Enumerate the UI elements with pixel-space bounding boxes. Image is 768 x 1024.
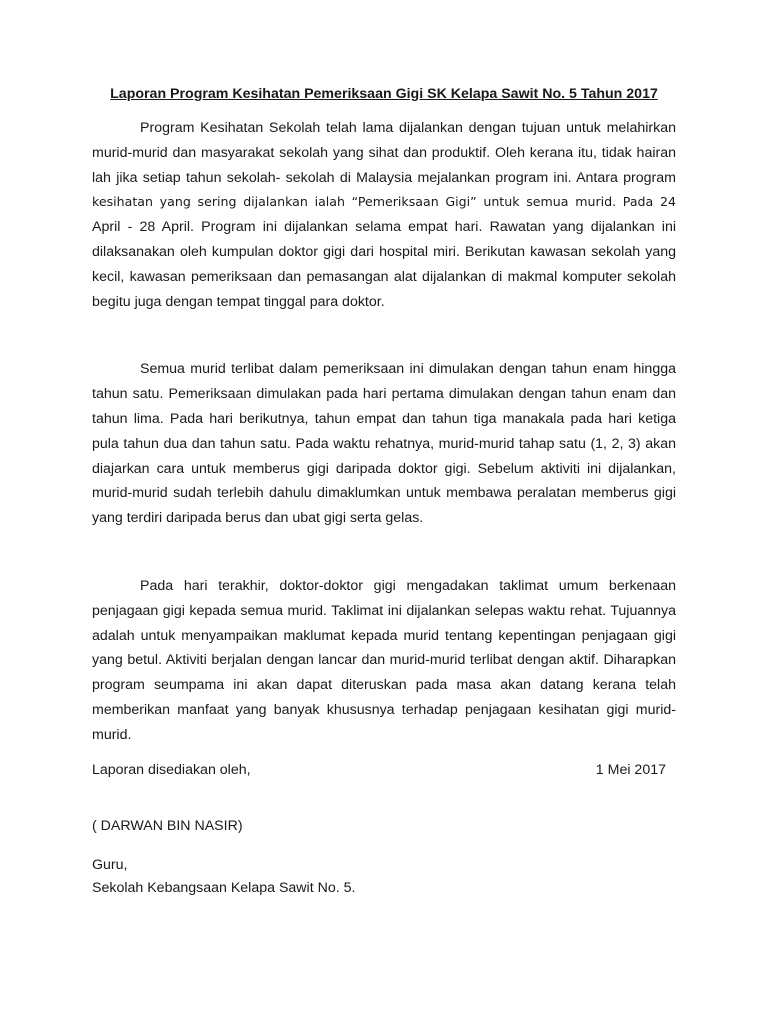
paragraph-line: diajarkan cara untuk memberus gigi daripada doktor gigi. Sebelum aktiviti ini dijalankan, (92, 460, 676, 477)
paragraph-line: Pada hari terakhir, doktor-doktor gigi mengadakan taklimat umum berkenaan (140, 577, 676, 594)
paragraph-line: penjagaan gigi kepada semua murid. Taklimat ini dijalankan selepas waktu rehat. Tujuannya (92, 602, 676, 619)
prepared-by-label: Laporan disediakan oleh, (92, 761, 251, 778)
signer-details (92, 854, 676, 900)
paragraph-intro (92, 116, 676, 314)
paragraph-line: dilaksanakan oleh kumpulan doktor gigi dari hospital miri. Berikutan kawasan sekolah yang (92, 243, 676, 260)
paragraph-line: murid-murid dan masyarakat sekolah yang sihat dan produktif. Oleh kerana itu, tidak hairan (92, 144, 676, 161)
paragraph-line: kesihatan yang sering dijalankan ialah “Pemeriksaan Gigi” untuk semua murid. Pada 24 (92, 194, 676, 210)
paragraph-line: Program Kesihatan Sekolah telah lama dijalankan dengan tujuan untuk melahirkan (140, 120, 676, 136)
paragraph-line: murid. (92, 726, 132, 743)
paragraph-line: Semua murid terlibat dalam pemeriksaan ini dimulakan dengan tahun enam hingga (140, 361, 676, 378)
report-page (92, 84, 676, 900)
paragraph-line: tahun lima. Pada hari berikutnya, tahun empat dan tahun tiga manakala pada hari ketiga (92, 410, 676, 427)
paragraph-line: program seumpama ini akan dapat diteruskan pada masa akan datang kerana telah (92, 677, 676, 694)
paragraph-line: tahun satu. Pemeriksaan dimulakan pada hari pertama dimulakan dengan tahun enam dan (92, 386, 676, 403)
report-date: 1 Mei 2017 (595, 761, 666, 778)
paragraph-schedule (92, 357, 676, 531)
paragraph-line: murid-murid sudah terlebih dahulu dimaklumkan untuk membawa peralatan memberus gigi (92, 485, 676, 502)
report-title: Laporan Program Kesihatan Pemeriksaan Gigi SK Kelapa Sawit No. 5 Tahun 2017 (110, 86, 658, 102)
prepared-by-row (92, 760, 676, 780)
paragraph-line: yang terdiri daripada berus dan ubat gigi serta gelas. (92, 510, 424, 527)
paragraph-closing (92, 574, 676, 748)
paragraph-line: memberikan manfaat yang banyak khususnya terhadap penjagaan kesihatan gigi murid- (92, 701, 676, 718)
paragraph-line: adalah untuk menyampaikan maklumat kepada murid tentang kepentingan penjagaan gigi (92, 627, 676, 644)
signer-name: ( DARWAN BIN NASIR) (92, 817, 243, 834)
paragraph-line: April - 28 April. Program ini dijalankan selama empat hari. Rawatan yang dijalankan ini (92, 219, 676, 236)
paragraph-line: pula tahun dua dan tahun satu. Pada waktu rehatnya, murid-murid tahap satu (1, 2, 3) akan (92, 435, 676, 452)
signer-role: Guru, (92, 856, 128, 873)
school-name: Sekolah Kebangsaan Kelapa Sawit No. 5. (92, 879, 356, 896)
paragraph-line: lah jika setiap tahun sekolah- sekolah di Malaysia mejalankan program ini. Antara program (92, 169, 676, 186)
paragraph-line: yang betul. Aktiviti berjalan dengan lancar dan murid-murid terlibat dengan aktif. Diharapkan (92, 652, 676, 669)
paragraph-line: begitu juga dengan tempat tinggal para doktor. (92, 293, 385, 310)
paragraph-line: kecil, kawasan pemeriksaan dan pemasangan alat dijalankan di makmal komputer sekolah (92, 268, 676, 285)
